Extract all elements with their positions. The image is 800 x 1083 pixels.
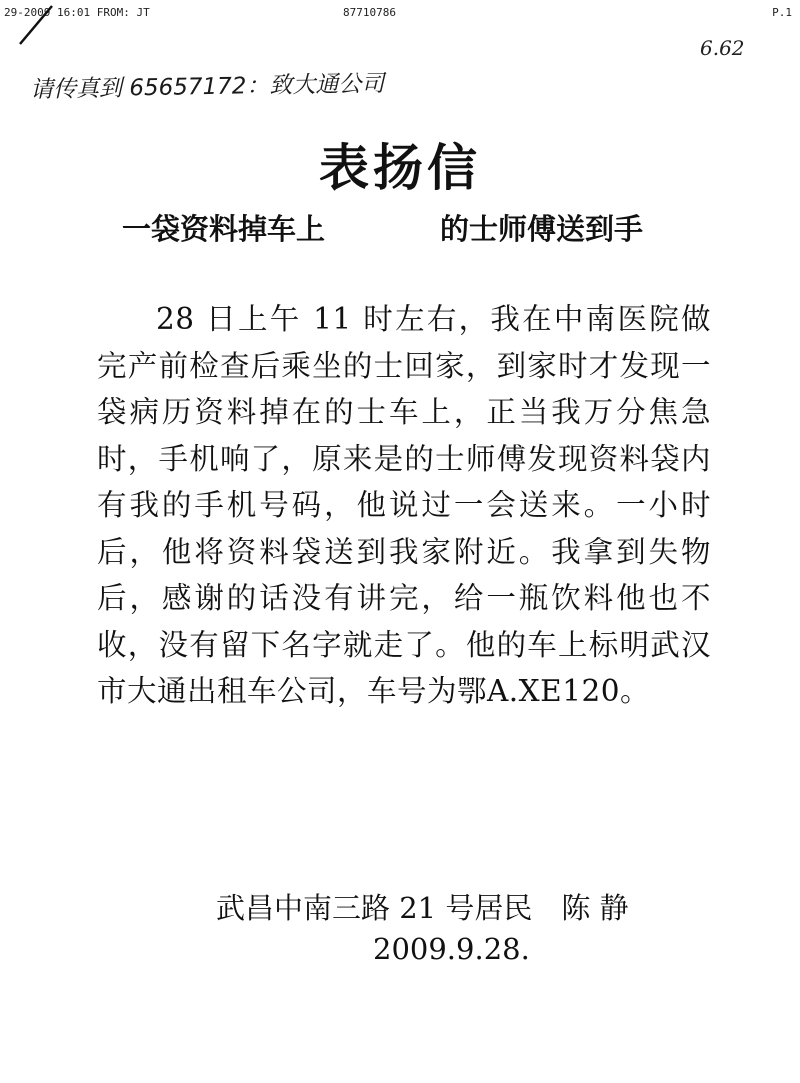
- handwritten-page-number: 6.62: [700, 36, 745, 60]
- subtitle-part-1: 一袋资料掉车上: [122, 212, 326, 246]
- fax-number: 87710786: [343, 6, 396, 19]
- letter-body: 28 日上午 11 时左右，我在中南医院做完产前检查后乘坐的士回家，到家时才发现一袋病历资料掉在的士车上，正当我万分焦急时，手机响了，原来是的士师傅发现资料袋内有我的手机号码，他说过一会送来。一小时后，他将资料袋送到我家附近。我拿到失物后，感谢的话没有讲完，给一瓶饮料他也不收，没有留下名字就走了。他的车上标明武汉市大通出租车公司，车号为鄂A.XE120。: [97, 302, 711, 708]
- pen-stroke-mark: [0, 0, 60, 50]
- letter-signature: 武昌中南三路 21 号居民 陈 静: [216, 891, 629, 925]
- subtitle-part-2: 的士师傅送到手: [440, 212, 644, 246]
- fax-header: [0, 6, 800, 22]
- fax-timestamp: 29-2009 16:01 FROM: JT: [4, 6, 150, 19]
- fax-page: P.1: [772, 6, 792, 19]
- letter-date: 2009.9.28.: [373, 932, 530, 966]
- handwritten-fax-note: 请传真到 65657172：致大通公司: [29, 70, 385, 104]
- letter-title: 表扬信: [319, 139, 481, 197]
